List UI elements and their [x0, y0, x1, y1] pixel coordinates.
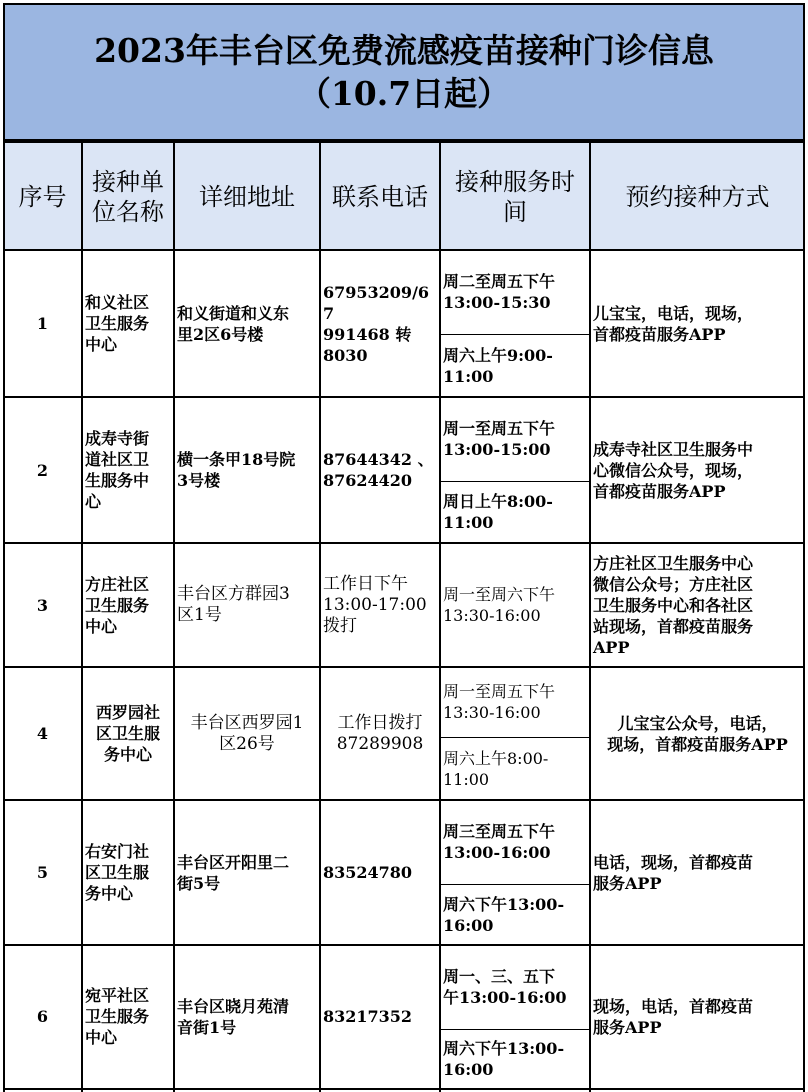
row-6-address: 丰台区晓月苑清 音街1号 [177, 996, 290, 1037]
grid-line [439, 143, 441, 1092]
row-6-unit: 宛平社区 卫生服务 中心 [85, 986, 150, 1047]
grid-line [3, 1088, 805, 1090]
row-6-phone: 83217352 [323, 1007, 413, 1026]
row-1-unit: 和义社区 卫生服务 中心 [85, 293, 150, 354]
grid-line [440, 334, 590, 335]
row-3-address: 丰台区方群园3 区1号 [177, 584, 290, 625]
row-5-address: 丰台区开阳里二 街5号 [177, 852, 290, 893]
row-1-address: 和义街道和义东 里2区6号楼 [177, 303, 290, 344]
row-5-seq: 5 [36, 863, 49, 882]
header-hours: 接种服务时 间 [455, 167, 575, 226]
grid-line [3, 249, 805, 251]
row-1-method: 儿宝宝，电话，现场， 首都疫苗服务APP [593, 303, 754, 344]
grid-line [803, 141, 805, 1092]
row-1-seq: 1 [36, 314, 49, 333]
page-subtitle: （10.7日起） [297, 74, 511, 113]
row-1-hours-weekday: 周二至周五下午 13:00-15:30 [443, 272, 556, 312]
row-6-seq: 6 [36, 1007, 49, 1026]
row-2-hours-weekday: 周一至周五下午 13:00-15:00 [443, 419, 556, 459]
row-3-method: 方庄社区卫生服务中心 微信公众号；方庄社区 卫生服务中心和各社区 站现场，首都疫苗服务 APP [593, 553, 754, 657]
grid-line [319, 143, 321, 1092]
row-3-seq: 3 [36, 595, 49, 615]
row-2-method: 成寿寺社区卫生服务中 心微信公众号，现场， 首都疫苗服务APP [593, 439, 754, 501]
grid-line [81, 143, 83, 1092]
grid-line [3, 141, 805, 143]
header-unit: 接种单 位名称 [92, 167, 164, 226]
grid-line [173, 143, 175, 1092]
grid-line [589, 143, 591, 1092]
row-5-phone: 83524780 [323, 863, 413, 882]
row-2-hours-weekend: 周日上午8:00- 11:00 [443, 492, 553, 532]
grid-line [3, 542, 805, 544]
header-method: 预约接种方式 [625, 182, 770, 211]
row-4-phone: 工作日拨打 87289908 [336, 712, 424, 754]
row-4-method: 儿宝宝公众号，电话， 现场，首都疫苗服务APP [607, 713, 788, 754]
row-3-unit: 方庄社区 卫生服务 中心 [85, 574, 150, 636]
grid-line [3, 799, 805, 801]
row-6-hours-weekend: 周六下午13:00- 16:00 [443, 1038, 565, 1079]
row-1-phone: 67953209/67 991468 转 8030 [323, 282, 430, 365]
row-5-method: 电话，现场，首都疫苗 服务APP [593, 852, 754, 893]
grid-line [440, 884, 590, 885]
row-4-hours-weekend: 周六上午8:00- 11:00 [443, 748, 549, 789]
grid-line [440, 737, 590, 738]
row-2-seq: 2 [36, 460, 49, 480]
header-seq: 序号 [18, 182, 67, 211]
grid-line [440, 481, 590, 482]
row-2-phone: 87644342 、 87624420 [323, 450, 434, 490]
row-3-hours: 周一至周六下午 13:30-16:00 [443, 585, 556, 625]
row-4-seq: 4 [36, 724, 49, 743]
row-4-unit: 西罗园社 区卫生服 务中心 [95, 703, 160, 764]
grid-line [3, 944, 805, 946]
row-6-hours-weekday: 周一、三、五下 午13:00-16:00 [443, 967, 567, 1007]
row-5-unit: 右安门社 区卫生服 务中心 [85, 842, 150, 903]
header-phone: 联系电话 [332, 182, 428, 211]
row-2-address: 横一条甲18号院 3号楼 [177, 450, 296, 490]
page-title: 2023年丰台区免费流感疫苗接种门诊信息 [94, 31, 714, 70]
row-6-method: 现场，电话，首都疫苗 服务APP [593, 996, 754, 1037]
row-5-hours-weekday: 周三至周五下午 13:00-16:00 [443, 822, 556, 862]
row-4-address: 丰台区西罗园1 区26号 [190, 712, 304, 754]
grid-line [3, 396, 805, 398]
row-1-hours-weekend: 周六上午9:00- 11:00 [443, 345, 553, 386]
row-4-hours-weekday: 周一至周五下午 13:30-16:00 [443, 682, 556, 722]
grid-line [440, 1029, 590, 1030]
grid-line [3, 666, 805, 668]
grid-line [3, 141, 5, 1092]
row-2-unit: 成寿寺街 道社区卫 生服务中 心 [85, 429, 150, 511]
row-3-phone: 工作日下午 13:00-17:00 拨打 [323, 573, 427, 636]
row-5-hours-weekend: 周六下午13:00- 16:00 [443, 894, 565, 935]
header-address: 详细地址 [199, 182, 295, 211]
title-banner [3, 3, 805, 141]
